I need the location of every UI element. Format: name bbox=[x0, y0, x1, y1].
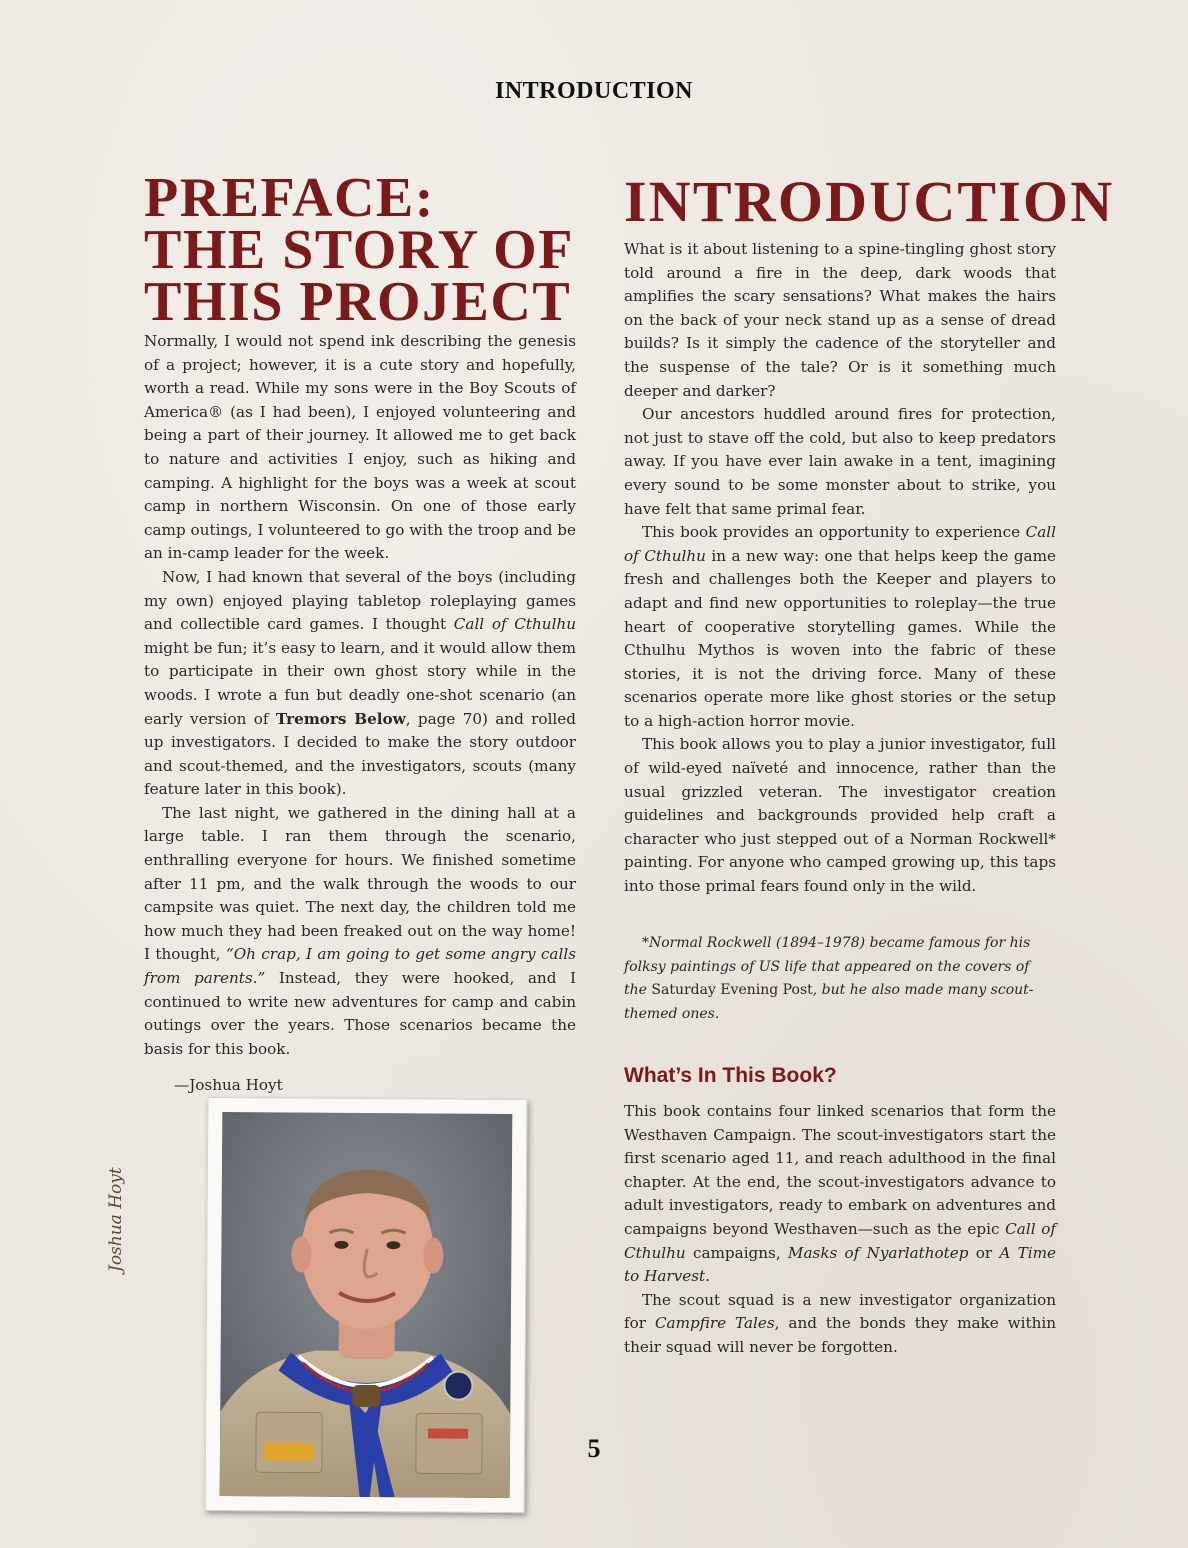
whats-in-p2-book-title: Campfire Tales bbox=[654, 1314, 775, 1333]
whats-in-p1-text-c: or bbox=[968, 1243, 1000, 1262]
introduction-body bbox=[624, 238, 1056, 899]
intro-p3-text-a: This book provides an opportunity to experience bbox=[642, 523, 1026, 542]
whats-in-heading: What’s In This Book? bbox=[624, 1064, 837, 1087]
preface-p3-quote: “Oh crap, I am going to get some angry calls from parents.” bbox=[144, 945, 576, 988]
footnote-publication: Saturday Evening Post bbox=[651, 982, 813, 999]
whats-in-p1-text-d: . bbox=[705, 1267, 710, 1286]
preface-body bbox=[144, 330, 576, 1061]
intro-p3-text-b: in a new way: one that helps keep the game fresh and challenges both the Keeper and players to adapt and find new opportunities to roleplay—the true heart of cooperative storytelling games. While the Cthulhu Mythos is woven into the fabric of these stories, it is not the driving force. Many of these scenarios operate more like ghost stories or the setup to a high-action horror movie. bbox=[624, 546, 1056, 730]
preface-title-line-2: THE STORY OF bbox=[144, 219, 574, 281]
whats-in-body bbox=[624, 1100, 1056, 1360]
footnote-text-b: , but he also made many scout-themed ones. bbox=[624, 982, 1034, 1022]
introduction-column bbox=[624, 169, 1115, 1356]
whats-in-p1-masks: Masks of Nyarlathotep bbox=[787, 1243, 969, 1262]
photo-caption-text: Joshua Hoyt bbox=[106, 1167, 126, 1272]
whats-in-paragraph-1 bbox=[624, 1100, 1056, 1289]
preface-title bbox=[144, 167, 576, 333]
preface-paragraph-3 bbox=[144, 802, 576, 1062]
whats-in-p1-game-title: Call of Cthulhu bbox=[624, 1219, 1057, 1262]
preface-p3-text-b: Instead, they were hooked, and I continued to write new adventures for camp and cabin outings over the years. Those scenarios became the basis for this book. bbox=[144, 969, 576, 1058]
introduction-paragraph-1: What is it about listening to a spine-tingling ghost story told around a fire in the deep, dark woods that amplifies the scary sensations? What makes the hairs on the back of your neck stand up as a sense of dread builds? Is it simply the cadence of the storyteller and the suspense of the tale? Or is it something much deeper and darker? bbox=[624, 240, 1056, 400]
introduction-paragraph-3 bbox=[624, 521, 1056, 733]
whats-in-p2-text-a: The scout squad is a new investigator organization for bbox=[624, 1290, 1056, 1333]
page-number: 5 bbox=[587, 1434, 601, 1463]
preface-p3-text-a: The last night, we gathered in the dining hall at a large table. I ran them through the scenario, enthralling everyone for hours. We finished sometime after 11 pm, and the walk through the woods to our campsite was quiet. The next day, the children told me how much they had been freaked out on the way home! I thought, bbox=[144, 803, 576, 964]
whats-in-p1-text-b: campaigns, bbox=[685, 1243, 788, 1262]
whats-in-p1-harvest: A Time to Harvest bbox=[624, 1243, 1056, 1286]
whats-in-p1-text-a: This book contains four linked scenarios that form the Westhaven Campaign. The scout-investigators start the first scenario aged 11, and reach adulthood in the final chapter. At the end, the scout-investigators advance to adult investigators, ready to embark on adventures and campaigns beyond Westhaven—such as the epic bbox=[624, 1102, 1056, 1238]
preface-p2-text-b: might be fun; it’s easy to learn, and it would allow them to participate in their own ghost story while in the woods. I wrote a fun but deadly one-shot scenario (an early version of bbox=[144, 638, 576, 728]
introduction-paragraph-2: Our ancestors huddled around fires for protection, not just to stave off the cold, but also to keep predators away. If you have ever lain awake in a tent, imagining every sound to be some monster about to strike, you have felt that same primal fear. bbox=[624, 405, 1056, 518]
photo-caption bbox=[104, 1112, 128, 1272]
introduction-title: INTRODUCTION bbox=[624, 169, 1115, 234]
preface-signature: —Joshua Hoyt bbox=[174, 1076, 283, 1094]
footnote-text-a: *Normal Rockwell (1894–1978) became famous for his folksy paintings of US life that appeared on the covers of the bbox=[624, 935, 1031, 999]
preface-p2-text-a: Now, I had known that several of the boys (including my own) enjoyed playing tabletop roleplaying games and collectible card games. I thought bbox=[144, 567, 576, 634]
preface-title-line-1: PREFACE: bbox=[144, 167, 435, 229]
intro-p3-game-title: Call of Cthulhu bbox=[624, 523, 1056, 565]
whats-in-p2-text-b: , and the bonds they make within their squad will never be forgotten. bbox=[624, 1314, 1056, 1356]
whats-in-paragraph-2 bbox=[624, 1289, 1056, 1360]
preface-title-line-3: THIS PROJECT bbox=[144, 271, 572, 333]
running-head: INTRODUCTION bbox=[494, 78, 694, 104]
introduction-paragraph-4: This book allows you to play a junior investigator, full of wild-eyed naïveté and innocence, rather than the usual grizzled veteran. The investigator creation guidelines and backgrounds provided help craft a character who just stepped out of a Norman Rockwell* painting. For anyone who camped growing up, this taps into those primal fears found only in the wild. bbox=[624, 735, 1056, 896]
preface-paragraph-1: Normally, I would not spend ink describing the genesis of a project; however, it is a cute story and hopefully, worth a read. While my sons were in the Boy Scouts of America® (as I had been), I enjoyed volunteering and being a part of their journey. It allowed me to get back to nature and activities I enjoy, such as hiking and camping. A highlight for the boys was a week at scout camp in northern Wisconsin. On one of those early camp outings, I volunteered to go with the troop and be an in-camp leader for the week. bbox=[144, 332, 576, 563]
rockwell-footnote bbox=[624, 932, 1056, 1026]
preface-paragraph-2 bbox=[144, 566, 576, 802]
preface-p2-text-c: , page 70) and rolled up investigators. I decided to make the story outdoor and scout-themed, and the investigators, scouts (many feature later in this book). bbox=[144, 709, 576, 799]
preface-p2-scenario-ref: Tremors Below bbox=[275, 709, 406, 728]
preface-p2-game-title: Call of Cthulhu bbox=[453, 615, 576, 634]
preface-column bbox=[144, 167, 576, 1094]
